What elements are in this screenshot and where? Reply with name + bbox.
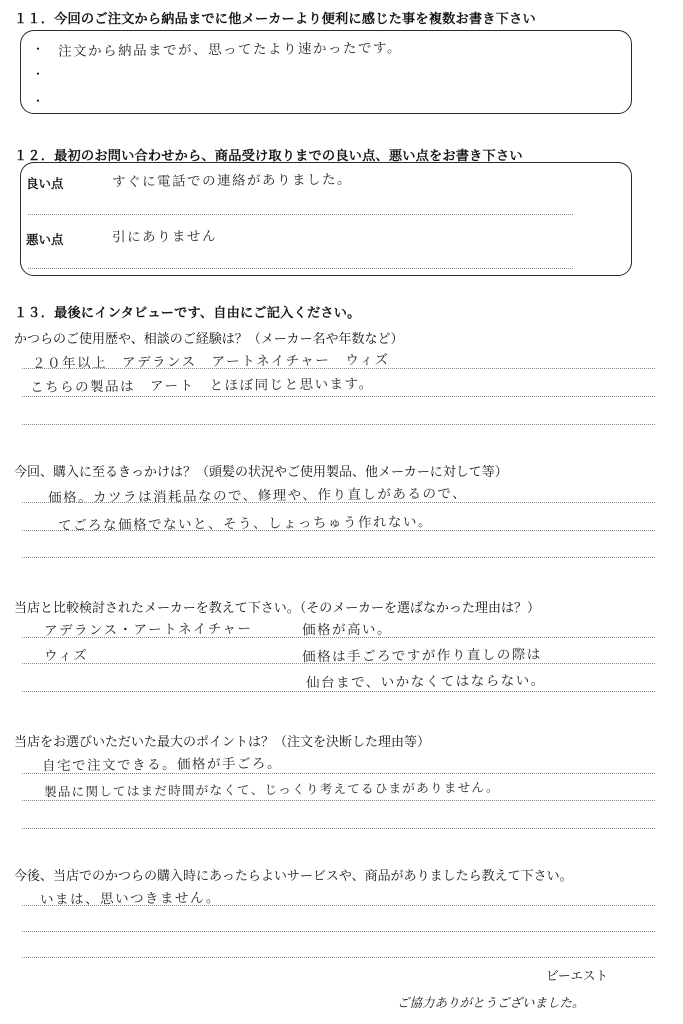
point-rule-3 — [22, 828, 655, 829]
compare-reason-2: 価格は手ごろですが作り直しの際は — [301, 646, 542, 666]
point-rule-1 — [22, 773, 655, 774]
point-rule-2 — [22, 800, 655, 801]
compare-rule-1 — [22, 637, 655, 638]
reason-line-2: てごろな価格でないと、そう、しょっちゅう作れない。 — [57, 514, 434, 534]
compare-question: 当店と比較検討されたメーカーを教えて下さい。（そのメーカーを選ばなかった理由は？） — [14, 601, 540, 616]
request-rule-2 — [22, 931, 655, 932]
reason-line-1: 価格。カツラは消耗品なので、修理や、作り直しがあるので、 — [47, 485, 468, 507]
history-rule-2 — [22, 396, 655, 397]
q11-title: １１．今回のご注文から納品までに他メーカーより便利に感じた事を複数お書き下さい — [14, 12, 536, 27]
request-line-1: いまは、思いつきません。 — [39, 890, 221, 908]
request-rule-1 — [22, 905, 655, 906]
compare-reason-1: 価格が高い。 — [301, 621, 393, 639]
compare-maker-2: ウィズ — [43, 647, 89, 665]
point-line-1: 自宅で注文できる。価格が手ごろ。 — [41, 755, 283, 775]
history-line-1: ２０年以上 アデランス アートネイチャー ウィズ — [31, 352, 390, 372]
reason-rule-2 — [22, 530, 655, 531]
compare-reason-3: 仙台まで、いかなくてはならない。 — [305, 672, 546, 692]
q12-bad-answer: 引にありません — [111, 228, 218, 246]
reason-rule-1 — [22, 502, 655, 503]
compare-rule-2 — [22, 663, 655, 664]
q12-rule-1 — [28, 214, 573, 215]
request-question: 今後、当店でのかつらの購入時にあったらよいサービスや、商品がありましたら教えて下さい。 — [14, 869, 573, 884]
q12-good-label: 良い点 — [26, 176, 64, 191]
point-line-2: 製品に関してはまだ時間がなくて、じっくり考えてるひまがありません。 — [43, 779, 500, 800]
q13-title: １３．最後にインタビューです、自由にご記入ください。 — [14, 306, 361, 321]
q12-title: １２．最初のお問い合わせから、商品受け取りまでの良い点、悪い点をお書き下さい — [14, 149, 523, 164]
reason-rule-3 — [22, 557, 655, 558]
q12-bad-label: 悪い点 — [26, 232, 64, 247]
footer-company: ビーエスト — [546, 968, 609, 983]
q11-bullet-2: ・ — [32, 67, 45, 81]
q12-good-answer: すぐに電話での連絡がありました。 — [111, 171, 353, 191]
history-question: かつらのご使用歴や、相談のご経験は？（メーカー名や年数など） — [14, 332, 404, 347]
history-line-2: こちらの製品は アート とほぼ同じと思います。 — [29, 376, 374, 396]
q11-bullet-3: ・ — [32, 94, 45, 108]
request-rule-3 — [22, 957, 655, 958]
q11-answer: 注文から納品までが、思ってたより速かったです。 — [57, 40, 403, 60]
q11-bullet-1: ・ — [32, 42, 45, 56]
q12-rule-2 — [28, 268, 573, 269]
reason-question: 今回、購入に至るきっかけは？（頭髪の状況やご使用製品、他メーカーに対して等） — [14, 465, 508, 480]
footer-thanks: ご協力ありがとうございました。 — [397, 995, 585, 1010]
history-rule-1 — [22, 368, 655, 369]
point-question: 当店をお選びいただいた最大のポイントは？（注文を決断した理由等） — [14, 735, 431, 750]
compare-rule-3 — [22, 691, 655, 692]
history-rule-3 — [22, 424, 655, 425]
compare-maker-1: アデランス・アートネイチャー — [43, 620, 253, 640]
